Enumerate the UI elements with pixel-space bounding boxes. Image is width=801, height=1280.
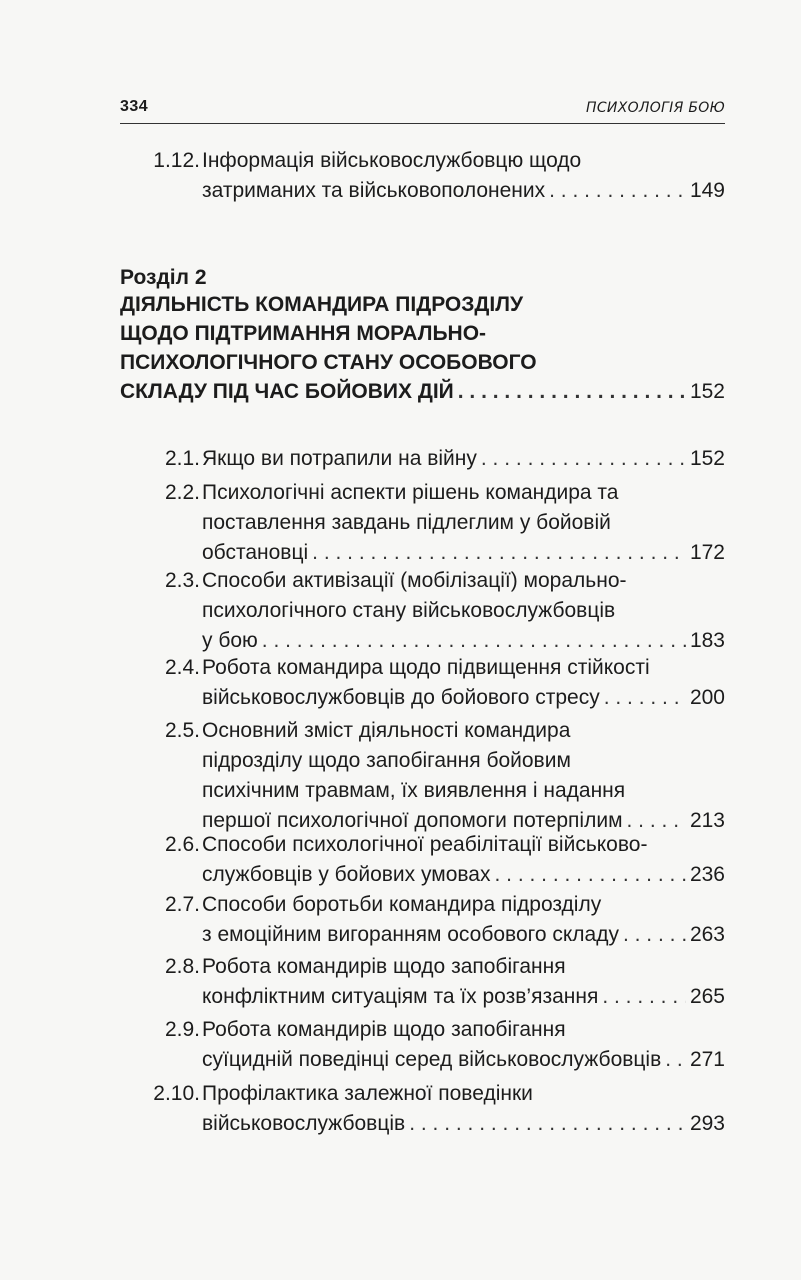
dot-leader [262,626,686,656]
toc-entry-text: психічним травмам, їх виявлення і надання [202,779,626,802]
dot-leader [549,176,686,206]
toc-entry-text: Психологічні аспекти рішень командира та [202,481,619,504]
dot-leader [458,377,686,406]
toc-entry-text: Способи боротьби командира підрозділу [202,893,602,916]
running-title: ПСИХОЛОГІЯ БОЮ [586,100,725,116]
toc-page-number: 152 [689,380,725,403]
toc-entry-text: Способи активізації (мобілізації) морально- [202,569,627,592]
toc-page-number: 213 [689,809,725,832]
toc-entry-text: підрозділу щодо запобігання бойовим [202,749,571,772]
toc-entry-text: поставлення завдань підлеглим у бойовій [202,511,611,534]
section-title-line: ЩОДО ПІДТРИМАННЯ МОРАЛЬНО- [120,322,487,345]
toc-page-number: 265 [689,985,725,1008]
toc-entry-number: 2.5. [164,719,200,742]
dot-leader [623,920,686,950]
toc-entry-number: 2.7. [164,893,200,916]
dot-leader [665,1045,686,1075]
toc-page-number: 200 [689,686,725,709]
toc-page-number: 172 [689,541,725,564]
toc-entry-text: конфліктним ситуаціям та їх розв’язання [202,985,599,1008]
toc-entry-text: затриманих та військовополонених [202,179,546,202]
toc-entry-text: військовослужбовців [202,1112,406,1135]
toc-entry-text: Робота командирів щодо запобігання [202,955,566,978]
dot-leader [604,683,686,713]
toc-page-number: 152 [689,447,725,470]
toc-entry-text: у бою [202,629,258,652]
section-title[interactable] [120,290,725,406]
toc-page-number: 271 [689,1048,725,1071]
toc-entry-text: Способи психологічної реабілітації військово- [202,833,648,856]
toc-page-number: 236 [689,863,725,886]
toc-entry-text: першої психологічної допомоги потерпілим [202,809,623,832]
header-rule [120,123,725,124]
toc-entry-text: службовців у бойових умовах [202,863,491,886]
toc-page-number: 149 [689,179,725,202]
dot-leader [494,860,685,890]
toc-entry-text: психологічного стану військовослужбовців [202,599,616,622]
toc-entry-text: Інформація військовослужбовцю щодо [202,149,582,172]
toc-entry-number: 2.4. [164,656,200,679]
toc-entry-number: 2.8. [164,955,200,978]
dot-leader [312,538,686,568]
dot-leader [481,444,686,474]
toc-entry-number: 2.3. [164,569,200,592]
toc-page-number: 263 [689,923,725,946]
toc-entry-text: Основний зміст діяльності командира [202,719,571,742]
toc-entry-text: обстановці [202,541,309,564]
dot-leader [409,1109,686,1139]
toc-entry-text: Якщо ви потрапили на війну [202,447,477,470]
section-title-line: ПСИХОЛОГІЧНОГО СТАНУ ОСОБОВОГО [120,351,537,374]
toc-page-number: 183 [689,629,725,652]
toc-entry-number: 2.10. [153,1082,200,1105]
toc-page-number: 293 [689,1112,725,1135]
page-number: 334 [120,98,149,115]
toc-entry-number: 2.6. [164,833,200,856]
toc-entry-number: 1.12. [153,149,200,172]
toc-entry-number: 2.9. [164,1018,200,1041]
toc-entry-text: Профілактика залежної поведінки [202,1082,533,1105]
toc-entry-text: суїцидній поведінці серед військовослужбовців [202,1048,662,1071]
toc-entry-text: з емоційним вигоранням особового складу [202,923,619,946]
toc-entry-text: Робота командира щодо підвищення стійкості [202,656,650,679]
section-label: Розділ 2 [120,266,207,289]
toc-entry-text: військовослужбовців до бойового стресу [202,686,600,709]
section-title-line: ДІЯЛЬНІСТЬ КОМАНДИРА ПІДРОЗДІЛУ [120,293,524,316]
page-header [120,98,725,116]
toc-entry-text: Робота командирів щодо запобігання [202,1018,566,1041]
dot-leader [602,982,686,1012]
toc-entry-number: 2.1. [164,447,200,470]
section-title-line: СКЛАДУ ПІД ЧАС БОЙОВИХ ДІЙ [120,380,454,403]
toc-entry-number: 2.2. [164,481,200,504]
